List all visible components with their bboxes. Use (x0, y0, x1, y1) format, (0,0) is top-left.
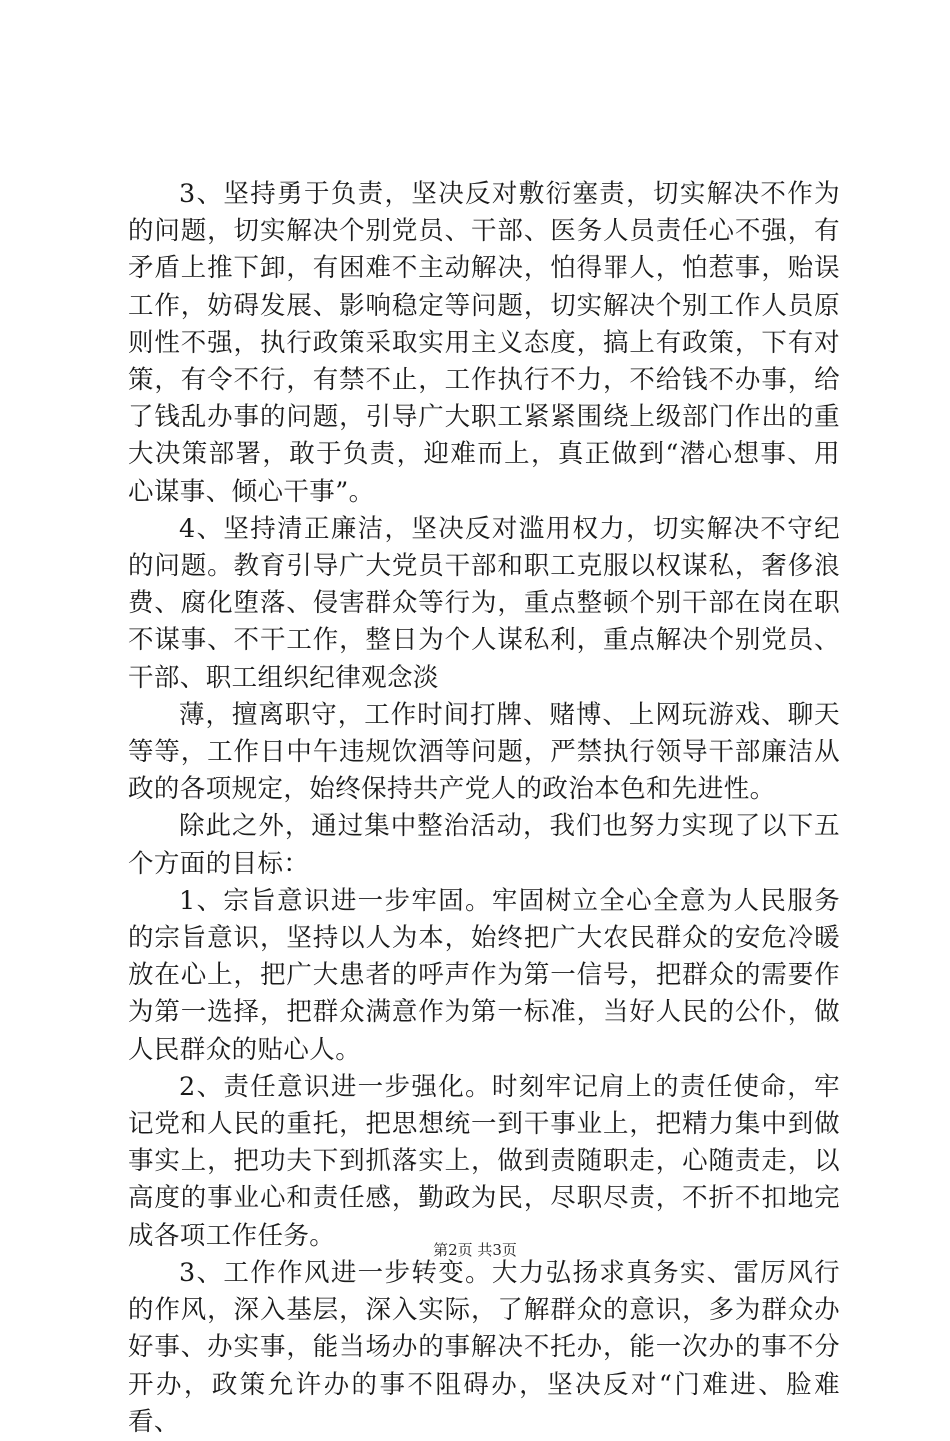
paragraph-goal-3: 3、工作作风进一步转变。大力弘扬求真务实、雷厉风行的作风，深入基层，深入实际，了解群众的意识，多为群众办好事、办实事，能当场办的事解决不托办，能一次办的事不分开办，政策允许办的事不阻碍办，坚决反对“门难进、脸难看、 (128, 1257, 840, 1437)
paragraph-item-4-continued: 薄，擅离职守，工作时间打牌、赌博、上网玩游戏、聊天等等，工作日中午违规饮酒等问题，严禁执行领导干部廉洁从政的各项规定，始终保持共产党人的政治本色和先进性。 (128, 699, 840, 805)
page-footer: 第2页 共3页 (433, 1241, 517, 1259)
paragraph-item-3: 3、坚持勇于负责，坚决反对敷衍塞责，切实解决不作为的问题，切实解决个别党员、干部、医务人员责任心不强，有矛盾上推下卸，有困难不主动解决，怕得罪人，怕惹事，贻误工作，妨碍发展、影响稳定等问题，切实解决个别工作人员原则性不强，执行政策采取实用主义态度，搞上有政策，下有对策，有令不行，有禁不止，工作执行不力，不给钱不办事，给了钱乱办事的问题，引导广大职工紧紧围绕上级部门作出的重大决策部署，敢于负责，迎难而上，真正做到“潜心想事、用心谋事、倾心干事”。 (128, 179, 840, 507)
paragraph-item-4: 4、坚持清正廉洁，坚决反对滥用权力，切实解决不守纪的问题。教育引导广大党员干部和职工克服以权谋私，奢侈浪费、腐化堕落、侵害群众等行为，重点整顿个别干部在岗在职不谋事、不干工作，整日为个人谋私利，重点解决个别党员、干部、职工组织纪律观念淡 (128, 513, 840, 693)
paragraph-goal-2: 2、责任意识进一步强化。时刻牢记肩上的责任使命，牢记党和人民的重托，把思想统一到干事业上，把精力集中到做事实上，把功夫下到抓落实上，做到责随职走，心随责走，以高度的事业心和责任感，勤政为民，尽职尽责，不折不扣地完成各项工作任务。 (128, 1071, 840, 1251)
paragraph-goals-intro: 除此之外，通过集中整治活动，我们也努力实现了以下五个方面的目标： (128, 811, 840, 879)
paragraph-goal-1: 1、宗旨意识进一步牢固。牢固树立全心全意为人民服务的宗旨意识，坚持以人为本，始终把广大农民群众的安危冷暖放在心上，把广大患者的呼声作为第一信号，把群众的需要作为第一选择，把群众满意作为第一标准，当好人民的公仆，做人民群众的贴心人。 (128, 885, 840, 1065)
